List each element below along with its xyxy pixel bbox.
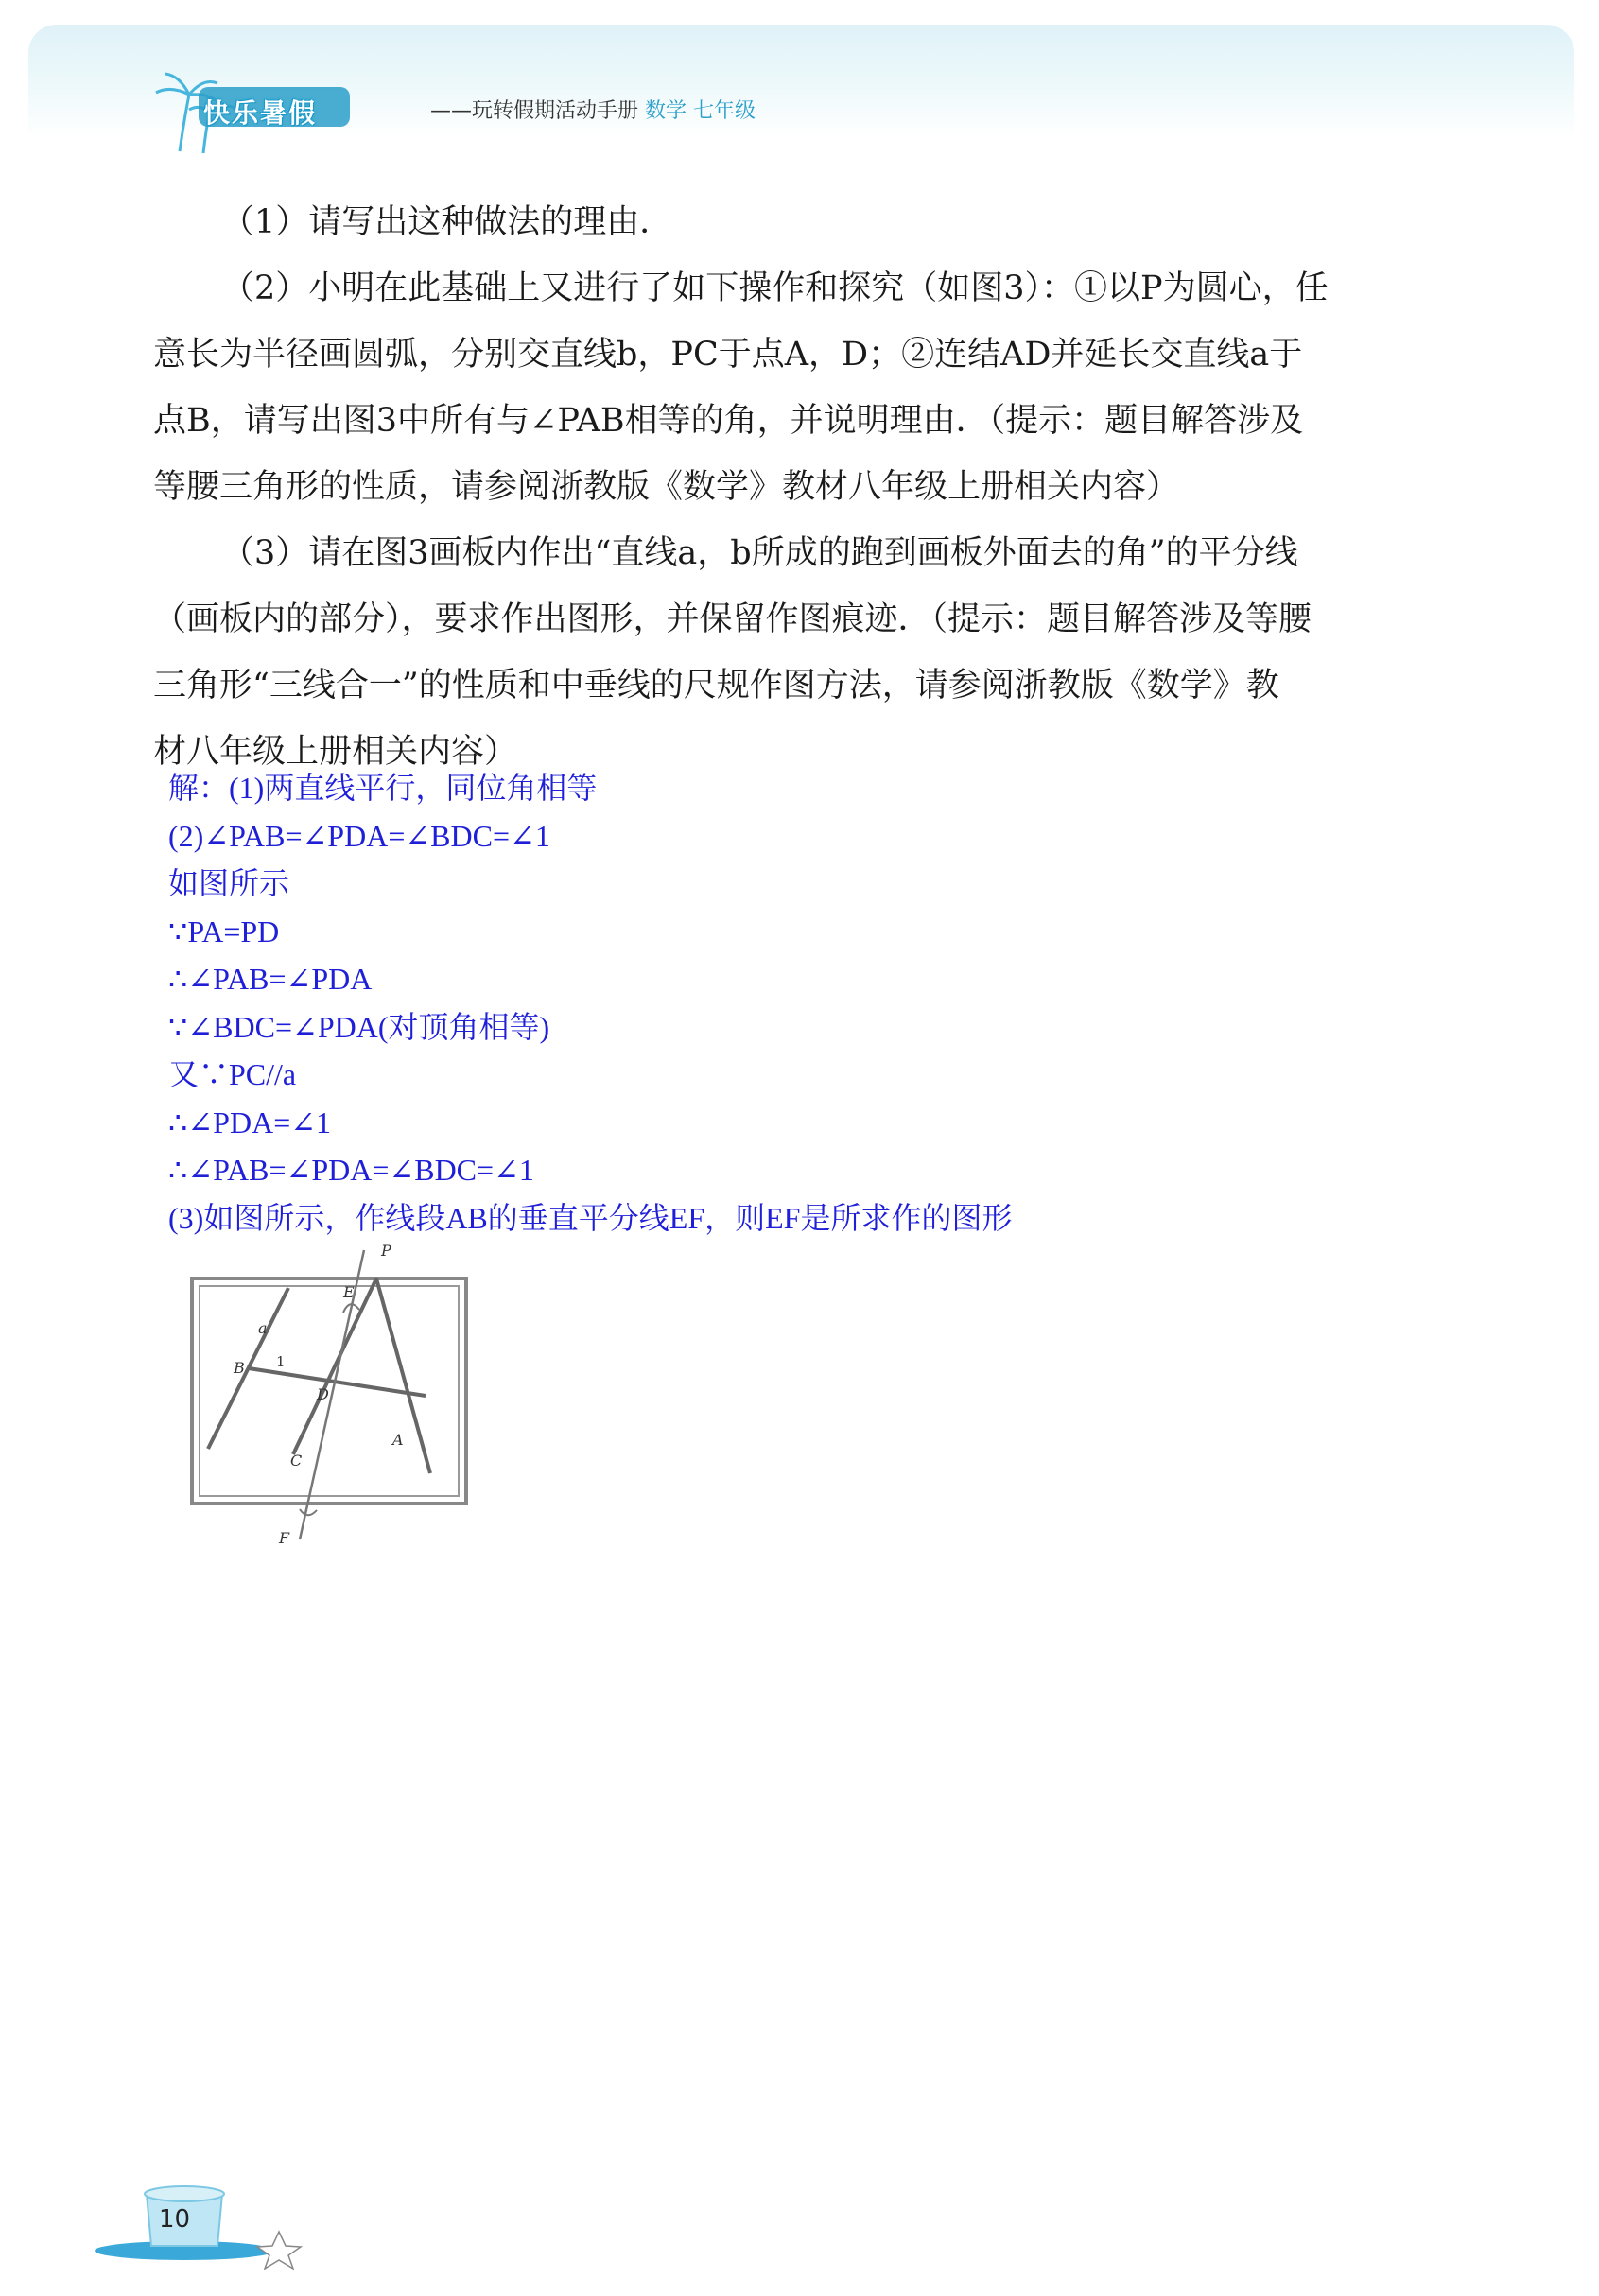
label-f: F [279, 1529, 290, 1547]
board-outer-frame [192, 1278, 466, 1504]
line-pc [293, 1278, 376, 1454]
question-3-line-3: 三角形“三线合一”的性质和中垂线的尺规作图方法，请参阅浙教版《数学》教 [153, 667, 1279, 704]
header-subtitle [430, 95, 756, 124]
page-number: 10 [159, 2205, 191, 2234]
answer-line: 解：(1)两直线平行，同位角相等 [168, 771, 598, 805]
answer-line: ∴∠PAB=∠PDA=∠BDC=∠1 [168, 1153, 534, 1187]
answer-line: 如图所示 [168, 866, 290, 900]
answer-line: ∵PA=PD [168, 913, 280, 948]
question-1: （1）请写出这种做法的理由． [221, 203, 673, 241]
answer-line: ∴∠PAB=∠PDA [168, 962, 373, 996]
label-c: C [290, 1452, 303, 1470]
answer-line: ∴∠PDA=∠1 [168, 1105, 332, 1139]
label-b: B [234, 1359, 245, 1377]
answer-line: (2)∠PAB=∠PDA=∠BDC=∠1 [168, 818, 550, 853]
geometry-figure [184, 1229, 496, 1556]
subtitle-subject: 数学 七年级 [645, 99, 756, 123]
answer-line: (3)如图所示，作线段AB的垂直平分线EF，则EF是所求作的图形 [168, 1200, 1013, 1235]
question-2-line-4: 等腰三角形的性质，请参阅浙教版《数学》教材八年级上册相关内容） [153, 468, 1180, 506]
label-a-line: a [258, 1319, 268, 1337]
question-block [153, 189, 1486, 785]
question-3-line-1: （3）请在图3画板内作出“直线a，b所成的跑到画板外面去的角”的平分线 [221, 534, 1298, 572]
label-angle-1: 1 [276, 1353, 286, 1370]
label-e: E [343, 1283, 355, 1301]
arc-mark-bottom [300, 1509, 317, 1515]
question-3-line-2: （画板内的部分），要求作出图形，并保留作图痕迹．（提示：题目解答涉及等腰 [153, 600, 1312, 638]
answer-line: ∵∠BDC=∠PDA(对顶角相等) [168, 1009, 550, 1044]
answer-block [168, 764, 1208, 1242]
label-p: P [381, 1242, 391, 1260]
question-3-line-4: 材八年级上册相关内容） [153, 733, 518, 771]
answer-line: 又∵PC//a [168, 1057, 297, 1091]
page-number-decoration-icon [95, 2175, 340, 2270]
question-2-line-3: 点B，请写出图3中所有与∠PAB相等的角，并说明理由．（提示：题目解答涉及 [153, 402, 1304, 440]
subtitle-main: ——玩转假期活动手册 [430, 99, 639, 123]
label-d: D [317, 1385, 329, 1403]
question-2-line-2: 意长为半径画圆弧，分别交直线b，PC于点A，D；②连结AD并延长交直线a于 [153, 336, 1303, 374]
label-a-point: A [392, 1431, 404, 1449]
logo-text: 快乐暑假 [203, 97, 318, 129]
question-2-line-1: （2）小明在此基础上又进行了如下操作和探究（如图3）：①以P为圆心，任 [221, 270, 1329, 307]
